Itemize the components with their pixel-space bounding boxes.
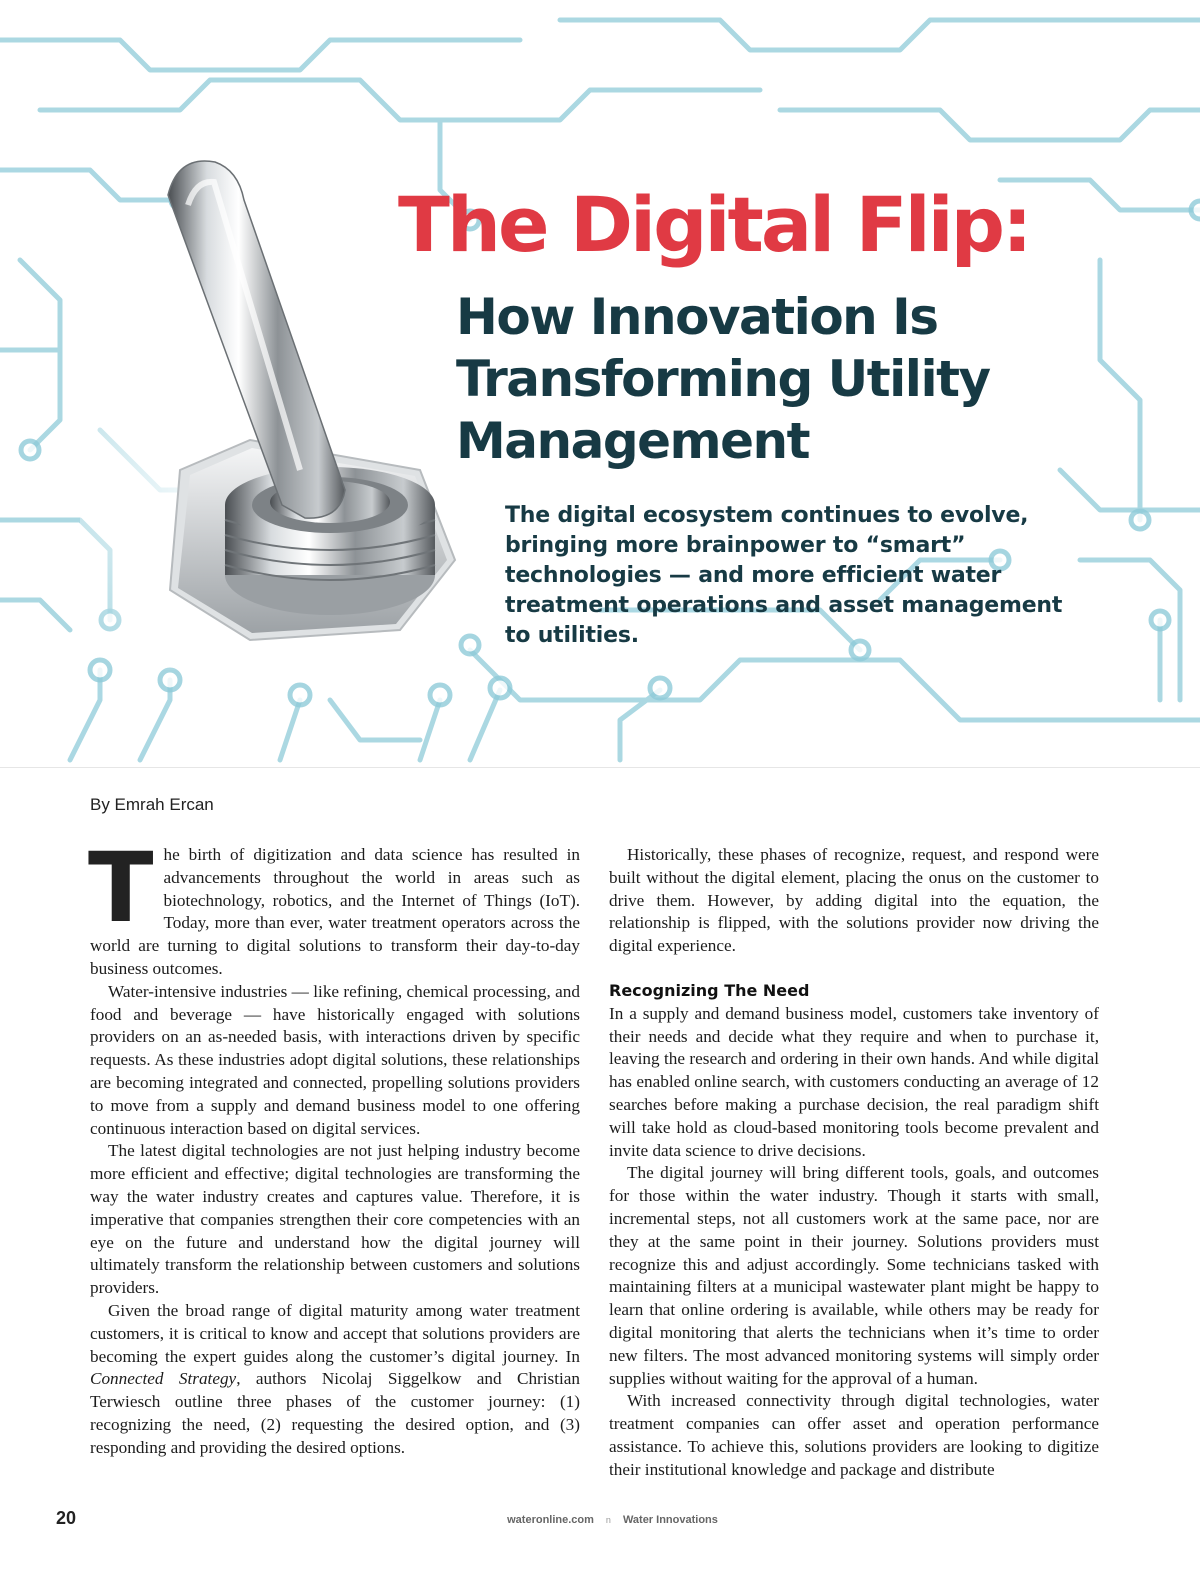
paragraph: The digital journey will bring different tools, goals, and outcomes for those within the water industry. Though it starts with small, incremental steps, not all customers work at the same pace, nor are they at the same point in their journey. Solutions providers must recognize this and adjust accordingly. Some technicians tasked with maintaining filters at a municipal wastewater plant might be happy to learn that online ordering is available, while others may be ready for digital monitoring that alerts the technicians when it’s time to order new filters. The most advanced monitoring systems will simply order supplies without waiting for the approval of a human.: [609, 1163, 1099, 1388]
paragraph: [88, 832, 580, 981]
byline: By Emrah Ercan: [90, 795, 214, 814]
paragraph: [90, 1300, 580, 1460]
right-column: [609, 844, 1099, 1482]
paragraph-text: , authors Nicolaj Siggelkow and Christian Terwiesch outline three phases of the customer journey: (1) recognizing the need, (2) requesting the desired option, and (3) responding and providing the desired options.: [90, 1369, 581, 1457]
article-deck: The digital ecosystem continues to evolve, bringing more brainpower to “smart” technologies — and more efficient water treatment operations and asset management to utilities.: [505, 503, 1063, 648]
footer-site: wateronline.com: [507, 1514, 594, 1526]
footer-credit: [0, 1514, 1200, 1526]
section-heading: Recognizing The Need: [609, 980, 810, 1000]
article-title: The Digital Flip:: [398, 180, 1030, 269]
footer-publication: Water Innovations: [622, 1514, 718, 1526]
paragraph: With increased connectivity through digital technologies, water treatment companies can offer asset and operation performance assistance. To achieve this, solutions providers are looking to digitize their institutional knowledge and package and distribute: [609, 1391, 1099, 1479]
hero-divider: [0, 767, 1200, 768]
hero-banner: [0, 0, 1200, 768]
paragraph-text: he birth of digitization and data science has resulted in advancements throughout the world in areas such as biotechnology, robotics, and the Internet of Things (IoT). Today, more than ever, water treatment operators across the world are turning to digital solutions to transform their day-to-day business outcomes.: [90, 845, 580, 978]
book-title: Connected Strategy: [90, 1369, 237, 1389]
drop-cap: T: [88, 832, 154, 944]
paragraph: Water-intensive industries — like refining, chemical processing, and food and beverage — have historically engaged with solutions providers on an as-needed basis, with interactions driven by specific requests. As these industries adopt digital solutions, these relationships are becoming integrated and connected, propelling solutions providers to move from a supply and demand business model to one offering continuous interaction based on digital services.: [90, 981, 580, 1138]
footer-separator: n: [605, 1515, 611, 1525]
paragraph: The latest digital technologies are not just helping industry become more efficient and effective; digital technologies are transforming the way the water industry creates and captures value. Therefore, it is imperative that companies strengthen their core competencies with an eye on the future and understand how the digital journey will ultimately transform the relationship between customers and solutions providers.: [90, 1141, 580, 1298]
page-number: 20: [56, 1508, 77, 1528]
article-subtitle: How Innovation Is Transforming Utility Management: [456, 288, 990, 470]
paragraph-text: Given the broad range of digital maturity among water treatment customers, it is critical to know and accept that solutions providers are becoming the expert guides along the customer’s digital journey. In: [90, 1300, 580, 1366]
left-column: [88, 832, 581, 1460]
paragraph: Historically, these phases of recognize, request, and respond were built without the digital element, placing the onus on the customer to drive them. However, by adding digital into the equation, the relationship is flipped, with the solutions provider now driving the digital experience.: [609, 845, 1099, 956]
paragraph: In a supply and demand business model, customers take inventory of their needs and decide what they require and when to purchase it, leaving the research and ordering in their own hands. And while digital has enabled online search, with customers conducting an average of 12 searches before making a purchase decision, the real paradigm shift will take hold as cloud-based monitoring tools become prevalent and invite data science to drive decisions.: [609, 1003, 1099, 1160]
